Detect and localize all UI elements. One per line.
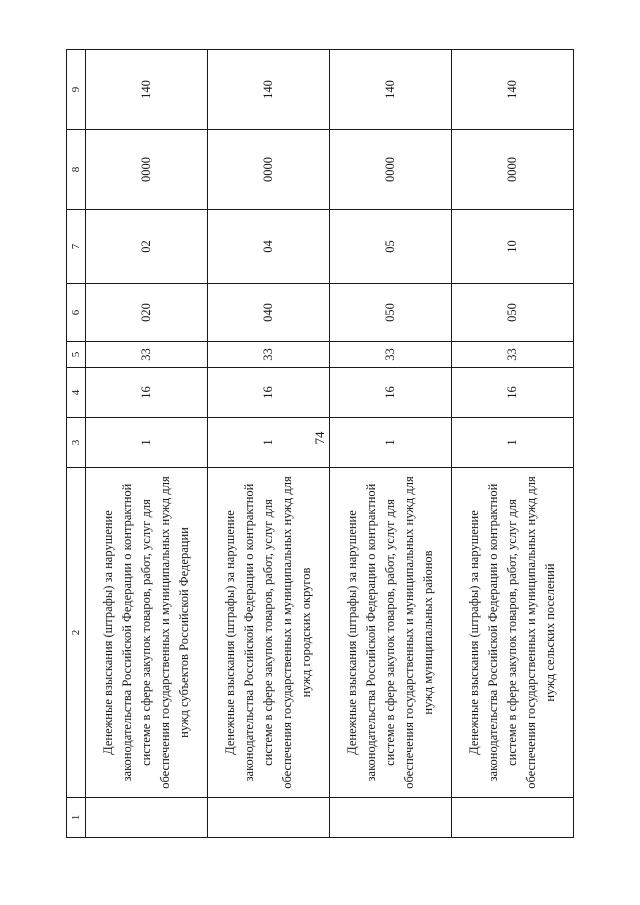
code-cell: 040 bbox=[208, 284, 330, 342]
description-cell: Денежные взыскания (штрафы) за нарушение законодательства Российской Федерации о контрактной системе в сфере закупок товаров, работ, услуг для обеспечения государственных и муниципальных нужд для нужд городских округов bbox=[208, 468, 330, 798]
code-cell: 10 bbox=[452, 210, 574, 284]
empty-cell bbox=[452, 798, 574, 838]
column-header: 4 bbox=[67, 368, 86, 418]
code-cell: 02 bbox=[86, 210, 208, 284]
code-cell: 33 bbox=[208, 342, 330, 368]
column-header: 2 bbox=[67, 468, 86, 798]
column-header: 9 bbox=[67, 50, 86, 130]
rotated-table-sheet bbox=[66, 50, 574, 838]
code-cell: 1 bbox=[330, 418, 452, 468]
code-cell: 0000 bbox=[208, 130, 330, 210]
code-cell: 16 bbox=[208, 368, 330, 418]
column-header: 6 bbox=[67, 284, 86, 342]
code-cell: 020 bbox=[86, 284, 208, 342]
code-cell: 05 bbox=[330, 210, 452, 284]
code-cell: 050 bbox=[330, 284, 452, 342]
budget-code-table bbox=[66, 49, 574, 838]
header-row bbox=[67, 50, 86, 838]
code-cell: 33 bbox=[330, 342, 452, 368]
empty-cell bbox=[86, 798, 208, 838]
table-row bbox=[452, 50, 574, 838]
code-cell: 1 bbox=[452, 418, 574, 468]
empty-cell bbox=[330, 798, 452, 838]
code-cell: 0000 bbox=[86, 130, 208, 210]
description-cell: Денежные взыскания (штрафы) за нарушение законодательства Российской Федерации о контрактной системе в сфере закупок товаров, работ, услуг для обеспечения государственных и муниципальных нужд для нужд субъектов Российской Федерации bbox=[86, 468, 208, 798]
page-number: 74 bbox=[312, 431, 327, 445]
description-cell: Денежные взыскания (штрафы) за нарушение законодательства Российской Федерации о контрактной системе в сфере закупок товаров, работ, услуг для обеспечения государственных и муниципальных нужд для нужд сельских поселений bbox=[452, 468, 574, 798]
column-header: 3 bbox=[67, 418, 86, 468]
empty-cell bbox=[208, 798, 330, 838]
column-header: 1 bbox=[67, 798, 86, 838]
code-cell: 140 bbox=[208, 50, 330, 130]
code-cell: 0000 bbox=[330, 130, 452, 210]
code-cell: 04 bbox=[208, 210, 330, 284]
table-row bbox=[330, 50, 452, 838]
code-cell: 1 bbox=[208, 418, 330, 468]
column-header: 5 bbox=[67, 342, 86, 368]
code-cell: 33 bbox=[86, 342, 208, 368]
code-cell: 16 bbox=[86, 368, 208, 418]
column-header: 7 bbox=[67, 210, 86, 284]
table-row bbox=[208, 50, 330, 838]
code-cell: 16 bbox=[330, 368, 452, 418]
code-cell: 33 bbox=[452, 342, 574, 368]
description-cell: Денежные взыскания (штрафы) за нарушение законодательства Российской Федерации о контрактной системе в сфере закупок товаров, работ, услуг для обеспечения государственных и муниципальных нужд для нужд муниципальных районов bbox=[330, 468, 452, 798]
table-row bbox=[86, 50, 208, 838]
code-cell: 0000 bbox=[452, 130, 574, 210]
code-cell: 16 bbox=[452, 368, 574, 418]
column-header: 8 bbox=[67, 130, 86, 210]
code-cell: 140 bbox=[330, 50, 452, 130]
code-cell: 1 bbox=[86, 418, 208, 468]
code-cell: 140 bbox=[86, 50, 208, 130]
code-cell: 140 bbox=[452, 50, 574, 130]
code-cell: 050 bbox=[452, 284, 574, 342]
